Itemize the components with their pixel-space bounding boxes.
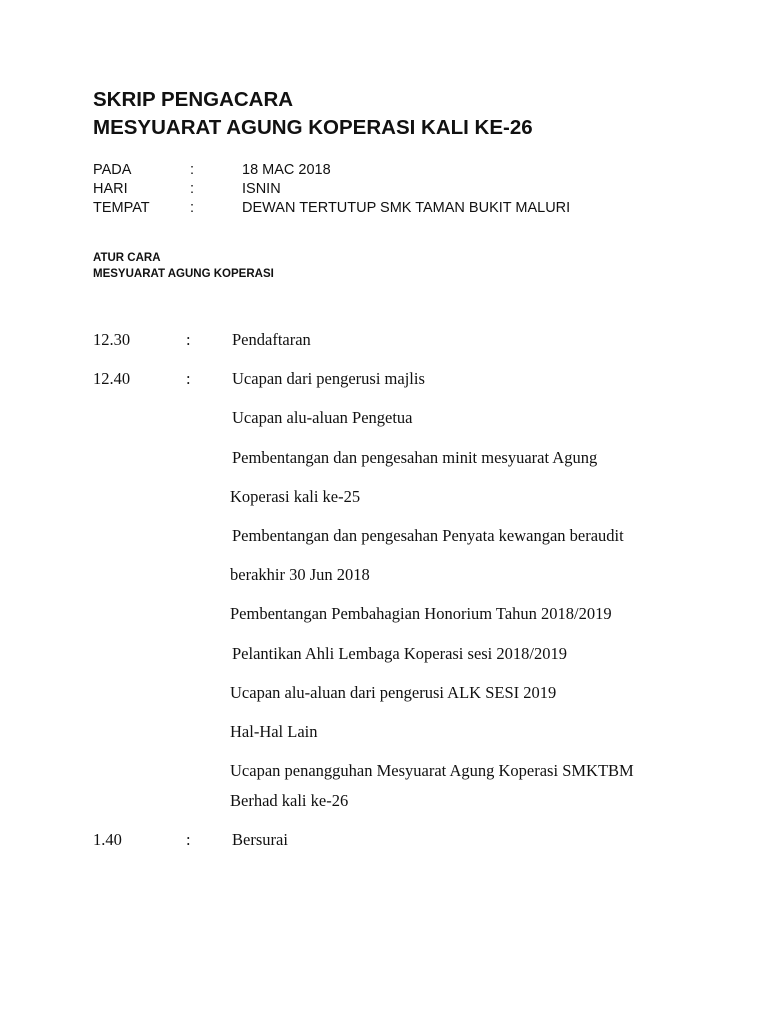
meta-label: HARI [93,181,128,197]
schedule-item: Pembentangan dan pengesahan minit mesyuarat Agung [232,448,598,467]
schedule-item: Ucapan alu-aluan dari pengerusi ALK SESI 2019 [230,683,557,702]
schedule-item: Pembentangan Pembahagian Honorium Tahun 2018/2019 [230,604,612,623]
meta-label: TEMPAT [93,200,150,216]
schedule-item: Pendaftaran [232,330,311,349]
meta-value: ISNIN [242,181,281,197]
schedule-item: Ucapan penangguhan Mesyuarat Agung Koperasi SMKTBM [230,761,634,780]
schedule-item: Ucapan dari pengerusi majlis [232,369,425,388]
schedule-item-continued: berakhir 30 Jun 2018 [230,565,370,584]
meta-separator: : [190,162,195,178]
meta-label: PADA [93,162,132,178]
meta-separator: : [190,181,195,197]
document-title: SKRIP PENGACARA [93,88,294,111]
schedule-time: 1.40 [93,830,122,849]
schedule-item: Pelantikan Ahli Lembaga Koperasi sesi 2018/2019 [232,644,567,663]
schedule-item: Hal-Hal Lain [230,722,318,741]
document-subtitle: MESYUARAT AGUNG KOPERASI KALI KE-26 [93,116,533,139]
meta-value: DEWAN TERTUTUP SMK TAMAN BUKIT MALURI [242,200,571,216]
schedule-time: 12.40 [93,369,131,388]
schedule-separator: : [186,369,191,388]
schedule-separator: : [186,830,191,849]
schedule-item: Bersurai [232,830,288,849]
schedule-item: Ucapan alu-aluan Pengetua [232,408,413,427]
schedule-item: Pembentangan dan pengesahan Penyata kewangan beraudit [232,526,624,545]
meta-value: 18 MAC 2018 [242,162,331,178]
schedule-time: 12.30 [93,330,131,349]
section-heading: ATUR CARA [93,252,161,264]
schedule-item-continued: Koperasi kali ke-25 [230,487,361,506]
schedule-item-continued: Berhad kali ke-26 [230,791,349,810]
schedule-separator: : [186,330,191,349]
meta-separator: : [190,200,195,216]
section-subheading: MESYUARAT AGUNG KOPERASI [93,268,274,280]
